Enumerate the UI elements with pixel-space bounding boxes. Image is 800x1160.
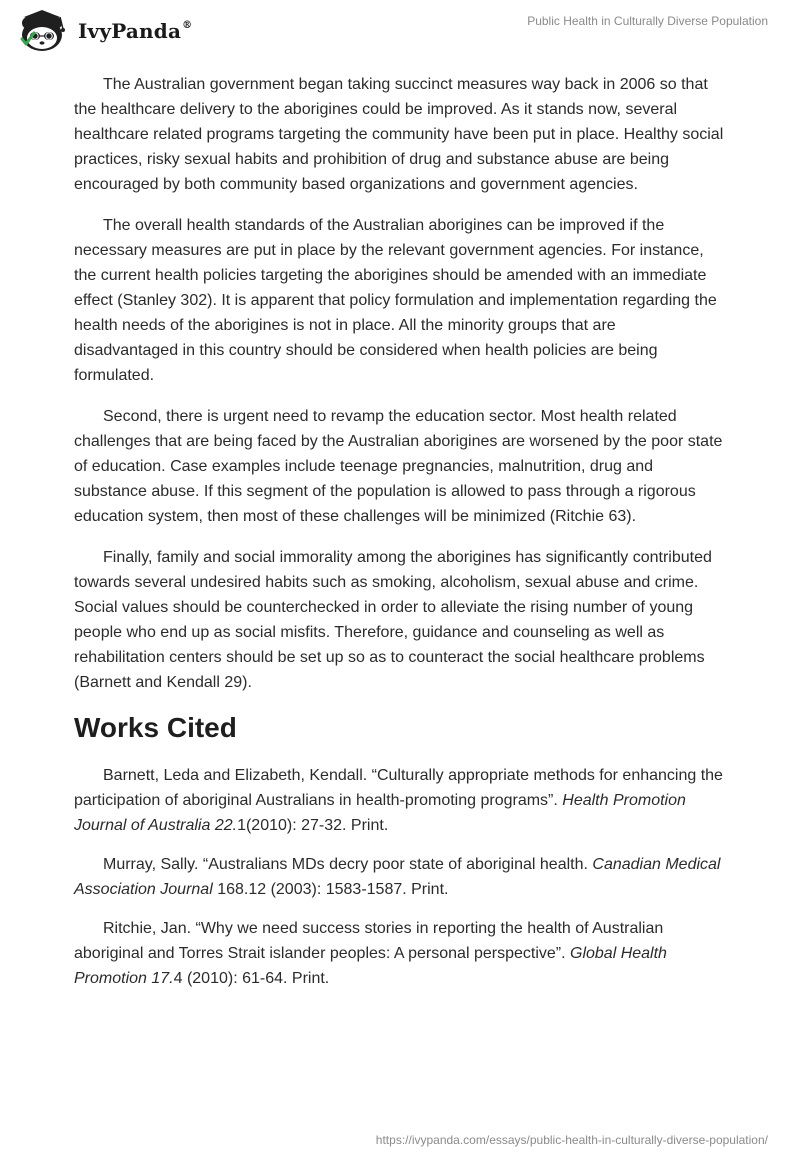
paragraph: The overall health standards of the Australian aborigines can be improved if the necessary measures are put in place by the relevant government agencies. For instance, the current health policies targeting the aborigines should be amended with an immediate effect (Stanley 302). It is apparent that policy formulation and implementation regarding the health needs of the aborigines is not in place. All the minority groups that are disadvantaged in this country should be considered when health policies are being formulated. [74,217,717,384]
essay-body [74,72,724,1005]
paragraph: Second, there is urgent need to revamp the education sector. Most health related challenges that are being faced by the Australian aborigines are worsened by the poor state of education. Case examples include teenage pregnancies, malnutrition, drug and substance abuse. If this segment of the population is allowed to pass through a rigorous education system, then most of these challenges will be minimized (Ritchie 63). [74,408,723,525]
panda-logo-icon [16,9,72,53]
paragraph: The Australian government began taking succinct measures way back in 2006 so that the healthcare delivery to the aborigines could be improved. As it stands now, several healthcare related programs targeting the community have been put in place. Healthy social practices, risky sexual habits and prohibition of drug and substance abuse are being encouraged by both community based organizations and government agencies. [74,76,724,193]
citation-entry: Ritchie, Jan. “Why we need success stories in reporting the health of Australian aboriginal and Torres Strait islander peoples: A personal perspective”. Global Health Promotion 17.4 (2010): 61-64. Print. [74,920,667,987]
brand-name: IvyPanda® [78,19,193,43]
citation-entry: Murray, Sally. “Australians MDs decry poor state of aboriginal health. Canadian Medical Association Journal 168.12 (2003): 1583-1587. Print. [74,856,721,898]
brand-logo[interactable] [16,9,192,53]
source-url[interactable]: https://ivypanda.com/essays/public-health-in-culturally-diverse-population/ [375,1133,768,1147]
citation-entry: Barnett, Leda and Elizabeth, Kendall. “Culturally appropriate methods for enhancing the participation of aboriginal Australians in health-promoting programs”. Health Promotion Journal of Australia 22.1(2010): 27-32. Print. [74,767,723,834]
works-cited-heading: Works Cited [74,712,237,743]
paragraph: Finally, family and social immorality among the aborigines has significantly contributed towards several undesired habits such as smoking, alcoholism, sexual abuse and crime. Social values should be counterchecked in order to alleviate the rising number of young people who end up as social misfits. Therefore, guidance and counseling as well as rehabilitation centers should be set up so as to counteract the social healthcare problems (Barnett and Kendall 29). [74,549,712,691]
page-header [0,0,800,70]
document-title: Public Health in Culturally Diverse Population [527,14,768,28]
